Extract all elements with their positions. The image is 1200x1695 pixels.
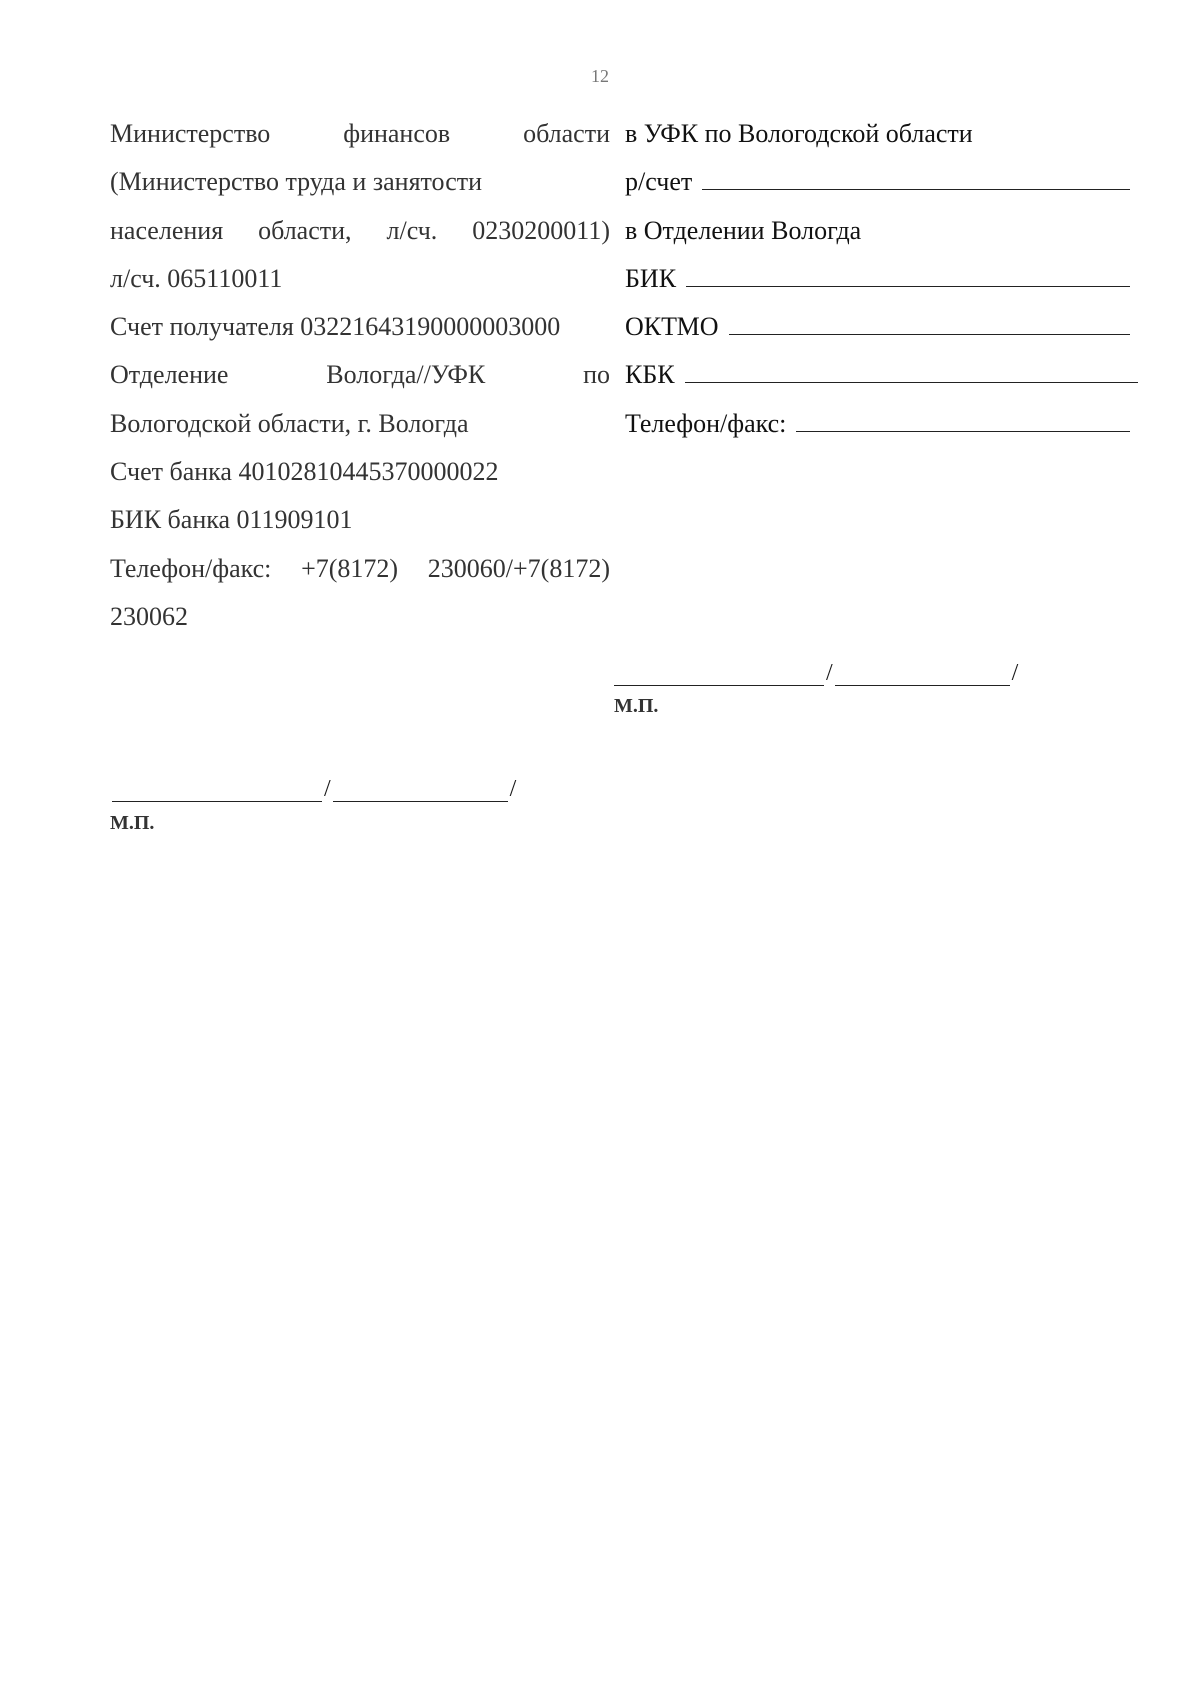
word: области, [258, 215, 352, 245]
word: области [523, 119, 610, 148]
kbk-blank-field[interactable] [685, 354, 1138, 383]
recipient-line-1: в УФК по Вологодской области [625, 119, 973, 148]
word: л/сч. [386, 215, 438, 245]
payer-line-6 [110, 351, 610, 399]
name-blank[interactable] [835, 659, 1010, 686]
recipient-stamp-label: М.П. [614, 695, 659, 717]
payer-line-2: (Министерство труда и занятости [110, 167, 483, 197]
slash: / [509, 776, 517, 802]
payer-line-10 [110, 545, 610, 593]
payer-line-3 [110, 207, 610, 255]
word: +7(8172) [301, 553, 399, 583]
phone-blank-field[interactable] [796, 403, 1130, 432]
rs-row [625, 158, 1130, 206]
word: 230060/+7(8172) [427, 553, 610, 583]
recipient-signature-line[interactable] [614, 656, 1020, 686]
slash: / [826, 660, 833, 686]
recipient-line-3: в Отделении Вологда [625, 215, 862, 245]
oktmo-label: ОКТМО [625, 312, 719, 342]
word: Министерство [110, 119, 271, 148]
rs-blank-field[interactable] [702, 161, 1130, 190]
oktmo-row [625, 303, 1130, 351]
rs-label: р/счет [625, 167, 693, 197]
phone-label: Телефон/факс: [625, 408, 787, 438]
phone-row [625, 400, 1130, 448]
word: финансов [343, 119, 451, 148]
bik-blank-field[interactable] [686, 258, 1130, 287]
kbk-label: КБК [625, 360, 675, 390]
payer-line-11: 230062 [110, 601, 188, 631]
payer-signature-line[interactable] [112, 772, 518, 802]
payer-line-9: БИК банка 011909101 [110, 505, 353, 535]
page-number: 12 [591, 66, 609, 86]
kbk-row [625, 351, 1138, 399]
slash: / [1011, 660, 1019, 686]
payer-line-7: Вологодской области, г. Вологда [110, 408, 469, 438]
payer-stamp-label: М.П. [110, 812, 155, 834]
word: Отделение [110, 360, 229, 390]
payer-line-5: Счет получателя 03221643190000003000 [110, 312, 561, 342]
slash: / [324, 776, 331, 802]
oktmo-blank-field[interactable] [729, 306, 1130, 335]
word: 0230200011) [472, 215, 610, 245]
word: Вологда//УФК [326, 360, 486, 390]
name-blank[interactable] [333, 775, 508, 802]
word: по [583, 360, 610, 390]
word: Телефон/факс: [110, 553, 272, 583]
payer-line-4: л/сч. 065110011 [110, 263, 283, 293]
word: населения [110, 215, 224, 245]
signature-blank[interactable] [112, 775, 322, 802]
bik-label: БИК [625, 263, 677, 293]
payer-line-8: Счет банка 40102810445370000022 [110, 457, 499, 487]
bik-row [625, 255, 1130, 303]
recipient-details [625, 110, 1130, 448]
payer-line-1 [110, 110, 610, 158]
signature-blank[interactable] [614, 659, 824, 686]
payer-details [110, 110, 610, 641]
